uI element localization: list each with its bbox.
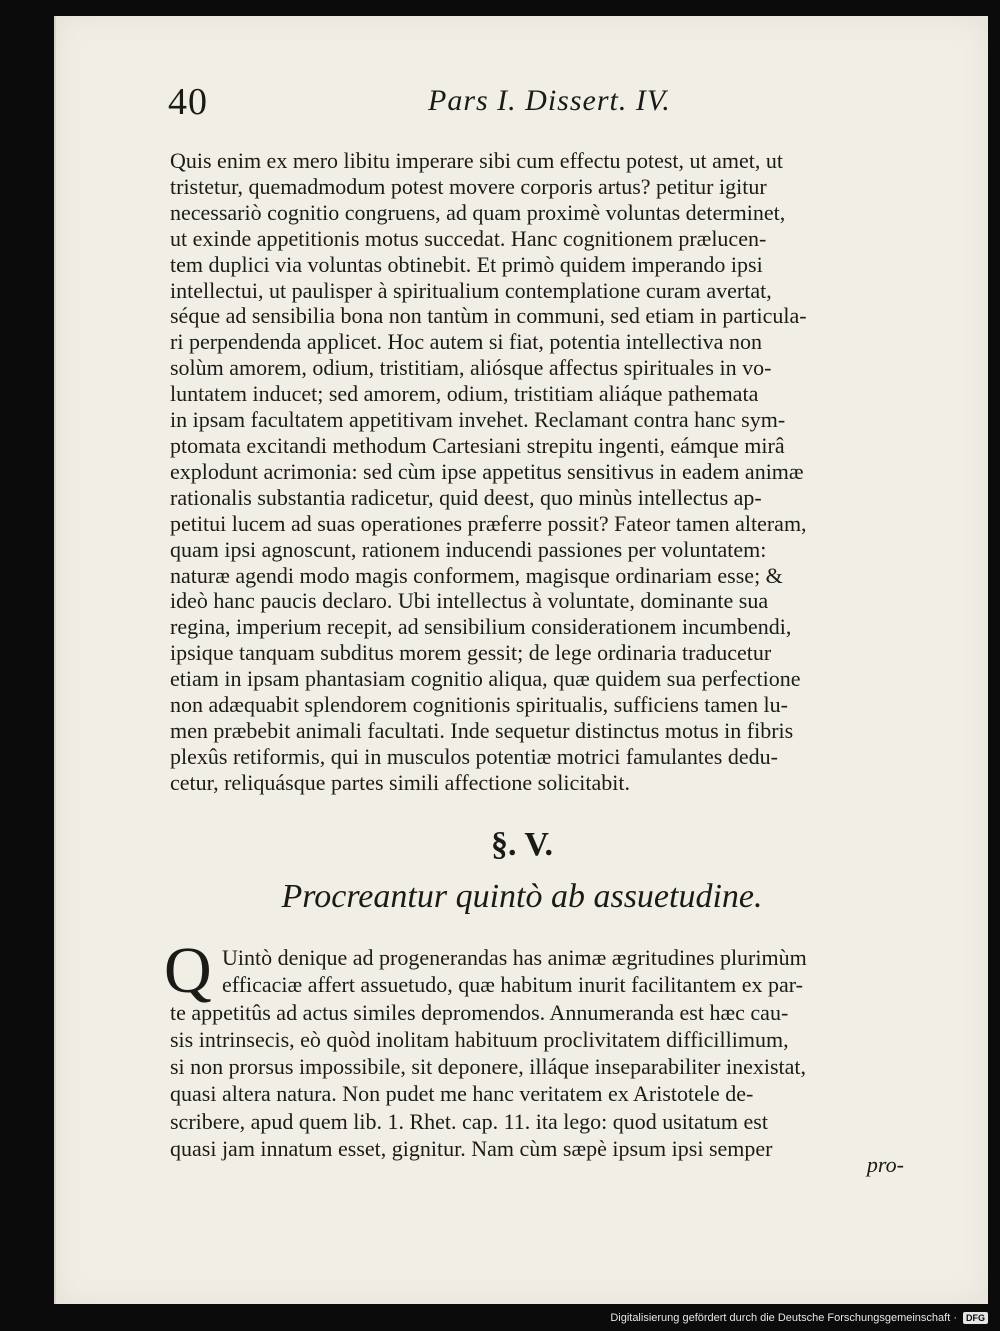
funding-credit: Digitalisierung gefördert durch die Deutsche Forschungsgemeinschaft ·: [610, 1312, 957, 1324]
text-line: etiam in ipsam phantasiam cognitio aliqua, quæ quidem sua perfectione: [170, 666, 801, 692]
text-line: necessariò cognitio congruens, ad quam proximè voluntas determinet,: [170, 199, 786, 225]
text-line: quam ipsi agnoscunt, rationem inducendi passiones per voluntatem:: [170, 536, 767, 562]
text-line: Uintò denique ad progenerandas has animæ ægritudines plurimùm: [222, 945, 807, 970]
paragraph-1: [170, 148, 990, 796]
text-line: solùm amorem, odium, tristitiam, aliósque affectus spirituales in vo-: [170, 355, 772, 381]
section-title: Procreantur quintò ab assuetudine.: [281, 878, 763, 915]
text-line: luntatem inducet; sed amorem, odium, tristitiam aliáque pathemata: [170, 381, 759, 407]
page-header: [168, 80, 928, 134]
text-line: tristetur, quemadmodum potest movere corporis artus? petitur igitur: [170, 173, 767, 199]
text-line: ptomata excitandi methodum Cartesiani strepitu ingenti, eámque mirâ: [170, 432, 785, 458]
drop-cap: Q: [164, 934, 212, 1007]
section-number: §. V.: [490, 826, 554, 863]
text-line: intellectui, ut paulisper à spiritualium contemplatione curam avertat,: [170, 277, 772, 303]
text-line: ri perpendenda applicet. Hoc autem si fiat, potentia intellectiva non: [170, 329, 762, 355]
text-line: explodunt acrimonia: sed cùm ipse appetitus sensitivus in eadem animæ: [170, 458, 804, 484]
text-line: quasi altera natura. Non pudet me hanc veritatem ex Aristotele de-: [170, 1081, 754, 1107]
text-line: petitui lucem ad suas operationes præferre possit? Fateor tamen alteram,: [170, 510, 807, 536]
text-line: scribere, apud quem lib. 1. Rhet. cap. 11. ita lego: quod usitatum est: [170, 1108, 768, 1134]
text-line: regina, imperium recepit, ad sensibilium considerationem incumbendi,: [170, 614, 792, 640]
text-line: ipsique tanquam subditus morem gessit; de lege ordinaria traducetur: [170, 640, 772, 666]
text-line: ut exinde appetitionis motus succedat. Hanc cognitionem prælucen-: [170, 225, 767, 251]
paragraph-2: [164, 934, 990, 1162]
running-head: Pars I. Dissert. IV.: [428, 84, 671, 117]
text-line: efficaciæ affert assuetudo, quæ habitum inurit facilitantem ex par-: [222, 972, 803, 998]
text-line: men præbebit animali facultati. Inde sequetur distinctus motus in fibris: [170, 717, 794, 743]
text-line: rationalis substantia radicetur, quid deest, quo minùs intellectus ap-: [170, 484, 762, 510]
book-page: [54, 16, 988, 1304]
text-line: cetur, reliquásque partes simili affectione solicitabit.: [170, 769, 630, 795]
text-line: si non prorsus impossibile, sit deponere, illáque inseparabiliter inexistat,: [170, 1054, 807, 1080]
catchword: pro-: [866, 1152, 904, 1177]
text-line: te appetitûs ad actus similes depromendos. Annumeranda est hæc cau-: [170, 999, 789, 1025]
text-line: tem duplici via voluntas obtinebit. Et primò quidem imperando ipsi: [170, 251, 763, 277]
digitization-footer: [610, 1312, 988, 1324]
text-line: non adæquabit splendorem cognitionis spiritualis, sufficiens tamen lu-: [170, 692, 788, 718]
dfg-logo-icon: DFG: [963, 1312, 988, 1324]
text-line: in ipsam facultatem appetitivam invehet. Reclamant contra hanc sym-: [170, 407, 786, 433]
text-line: séque ad sensibilia bona non tantùm in communi, sed etiam in particula-: [170, 303, 807, 329]
text-line: ideò hanc paucis declaro. Ubi intellectus à voluntate, dominante sua: [170, 588, 769, 614]
text-line: plexûs retiformis, qui in musculos potentiæ motrici famulantes dedu-: [170, 743, 778, 769]
text-line: naturæ agendi modo magis conformem, magisque ordinariam esse; &: [170, 562, 783, 588]
page-number: 40: [168, 81, 208, 123]
text-line: sis intrinsecis, eò quòd inolitam habituum proclivitatem difficillimum,: [170, 1026, 789, 1052]
text-line: Quis enim ex mero libitu imperare sibi cum effectu potest, ut amet, ut: [170, 148, 783, 173]
text-line: quasi jam innatum esset, gignitur. Nam cùm sæpè ipsum ipsi semper: [170, 1136, 773, 1162]
